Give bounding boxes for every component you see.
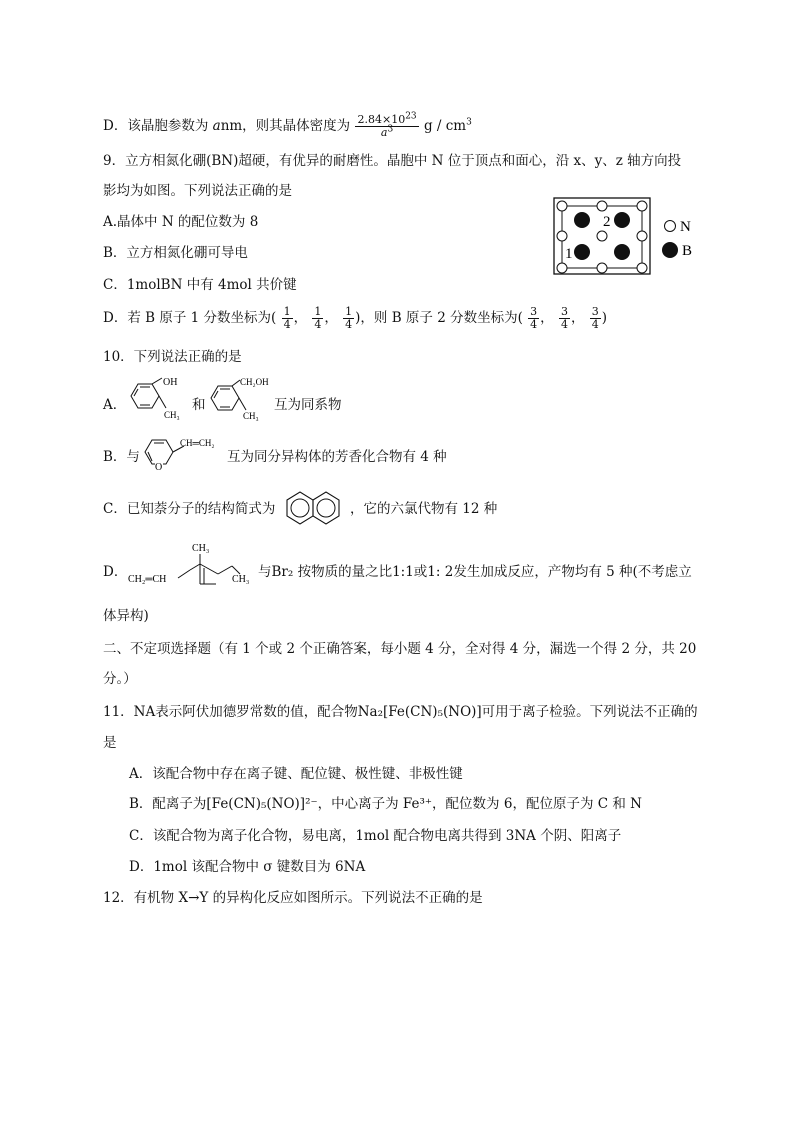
q10-optD-line2: 体异构) xyxy=(103,608,149,624)
q10-optA-and: 和 xyxy=(192,397,206,413)
legend-b-symbol xyxy=(662,242,678,258)
legend-n-label: N xyxy=(680,219,691,235)
legend-n-symbol xyxy=(665,221,676,232)
svg-text:O: O xyxy=(155,462,163,473)
q12-stem: 12．有机物 X→Y 的异构化反应如图所示。下列说法不正确的是 xyxy=(103,890,483,906)
q11-stem-line2: 是 xyxy=(103,735,117,751)
svg-text:CH₃: CH₃ xyxy=(164,410,180,420)
n-atom xyxy=(557,263,567,273)
b-atom xyxy=(614,244,630,260)
naphthalene-structure xyxy=(282,487,352,531)
b-atom-2 xyxy=(614,212,630,228)
svg-text:CH₃: CH₃ xyxy=(243,411,259,421)
q8-option-d: D．该晶胞参数为 anm，则其晶体密度为 $\frac{2.84\times 10^{23}}{a^3}$ g / $cm^3$ xyxy=(103,111,472,139)
n-atom xyxy=(597,263,607,273)
q8-density-num: 2.84×10 xyxy=(357,113,406,126)
n-atom xyxy=(557,231,567,241)
o-cresol-structure xyxy=(126,376,188,424)
q8-optD-prefix: D．该晶胞参数为 xyxy=(103,118,213,134)
n-atom xyxy=(637,201,647,211)
fraction: $\frac{1}{4}$ xyxy=(314,305,322,331)
q9-stem-line2: 影均为如图。下列说法正确的是 xyxy=(103,183,292,199)
svg-text:CH₃: CH₃ xyxy=(232,574,250,585)
q8-density-den: a xyxy=(380,126,388,139)
q10-optC-tail: ，它的六氯代物有 12 种 xyxy=(350,501,498,517)
q9-option-b: B．立方相氮化硼可导电 xyxy=(103,245,248,261)
q11-stem-line1: 11．NA表示阿伏加德罗常数的值，配合物Na₂[Fe(CN)₅(NO)]可用于离子检验。下列说法不正确的 xyxy=(103,704,698,720)
bn-unit-cell-projection xyxy=(552,196,702,276)
q8-optD-a: a xyxy=(212,118,221,134)
q11-option-b: B．配离子为[Fe(CN)₅(NO)]²⁻，中心离子为 Fe³⁺，配位数为 6，配位原子为 C 和 N xyxy=(129,796,642,812)
section2-heading-line1: 二、不定项选择题（有 1 个或 2 个正确答案，每小题 4 分，全对得 4 分，漏选一个得 2 分，共 20 xyxy=(103,641,697,657)
atom-label-1: 1 xyxy=(565,246,573,262)
fraction: $\frac{3}{4}$ xyxy=(530,305,538,331)
q9-option-d: D．若 B 原子 1 分数坐标为( $\frac{1}{4}$ ， $\frac{1}{4}$ ， $\frac{1}{4}$ )，则 B 原子 2 分数坐标为( $\frac{3}{4}$ ， $\frac{3}{4}$ ， $\frac{3}{4}$ ) xyxy=(103,305,608,331)
methylbenzyl-alcohol-structure xyxy=(206,376,278,424)
n-atom xyxy=(637,263,647,273)
svg-text:CH₃: CH₃ xyxy=(192,543,210,554)
q9-option-a: A.晶体中 N 的配位数为 8 xyxy=(103,214,259,230)
svg-text:CH₂OH: CH₂OH xyxy=(240,377,269,387)
q11-option-c: C．该配合物为离子化合物，易电离，1mol 配合物电离共得到 3NA 个阴、阳离子 xyxy=(129,828,622,844)
q9-stem-line1: 9．立方相氮化硼(BN)超硬，有优异的耐磨性。晶胞中 N 位于顶点和面心，沿 x、y、z 轴方向投 xyxy=(103,153,682,169)
svg-text:CH₂═CH: CH₂═CH xyxy=(128,574,167,585)
q8-density-unit: g / cm xyxy=(423,118,467,134)
q10-option-c: C．已知萘分子的结构简式为 xyxy=(103,501,276,517)
q8-optD-mid: nm，则其晶体密度为 xyxy=(220,118,351,134)
section2-heading-line2: 分。） xyxy=(103,671,137,687)
q11-option-d: D．1mol 该配合物中 σ 键数目为 6NA xyxy=(129,859,366,875)
atom-label-2: 2 xyxy=(603,214,611,230)
fraction: $\frac{1}{4}$ xyxy=(283,305,291,331)
n-atom xyxy=(597,231,607,241)
b-atom xyxy=(574,212,590,228)
n-atom xyxy=(597,201,607,211)
q11-option-a: A．该配合物中存在离子键、配位键、极性键、非极性键 xyxy=(129,766,463,782)
legend-b-label: B xyxy=(682,243,693,259)
n-atom xyxy=(637,231,647,241)
q10-optB-tail: 互为同分异构体的芳香化合物有 4 种 xyxy=(227,449,447,465)
fraction: $\frac{1}{4}$ xyxy=(345,305,353,331)
svg-text:CH═CH₂: CH═CH₂ xyxy=(180,438,215,448)
q10-option-b-label: B．与 xyxy=(103,449,140,465)
q10-option-d-label: D． xyxy=(103,564,128,580)
fraction: $\frac{3}{4}$ xyxy=(560,305,568,331)
vinyl-pyran-structure xyxy=(140,434,228,474)
q10-optA-tail: 互为同系物 xyxy=(274,397,342,413)
q10-stem: 10．下列说法正确的是 xyxy=(103,349,242,365)
b-atom-1 xyxy=(574,244,590,260)
n-atom xyxy=(557,201,567,211)
q10-optD-tail: 与Br₂ 按物质的量之比1:1或1: 2发生加成反应，产物均有 5 种(不考虑立 xyxy=(258,564,692,580)
triene-structure xyxy=(128,540,260,590)
svg-text:OH: OH xyxy=(163,377,178,388)
q8-density-fraction: $\frac{2.84\times 10^{23}}{a^3}$ xyxy=(357,111,417,139)
q10-option-a: A． xyxy=(103,397,127,413)
fraction: $\frac{3}{4}$ xyxy=(591,305,599,331)
q9-option-c: C．1molBN 中有 4mol 共价键 xyxy=(103,277,297,293)
